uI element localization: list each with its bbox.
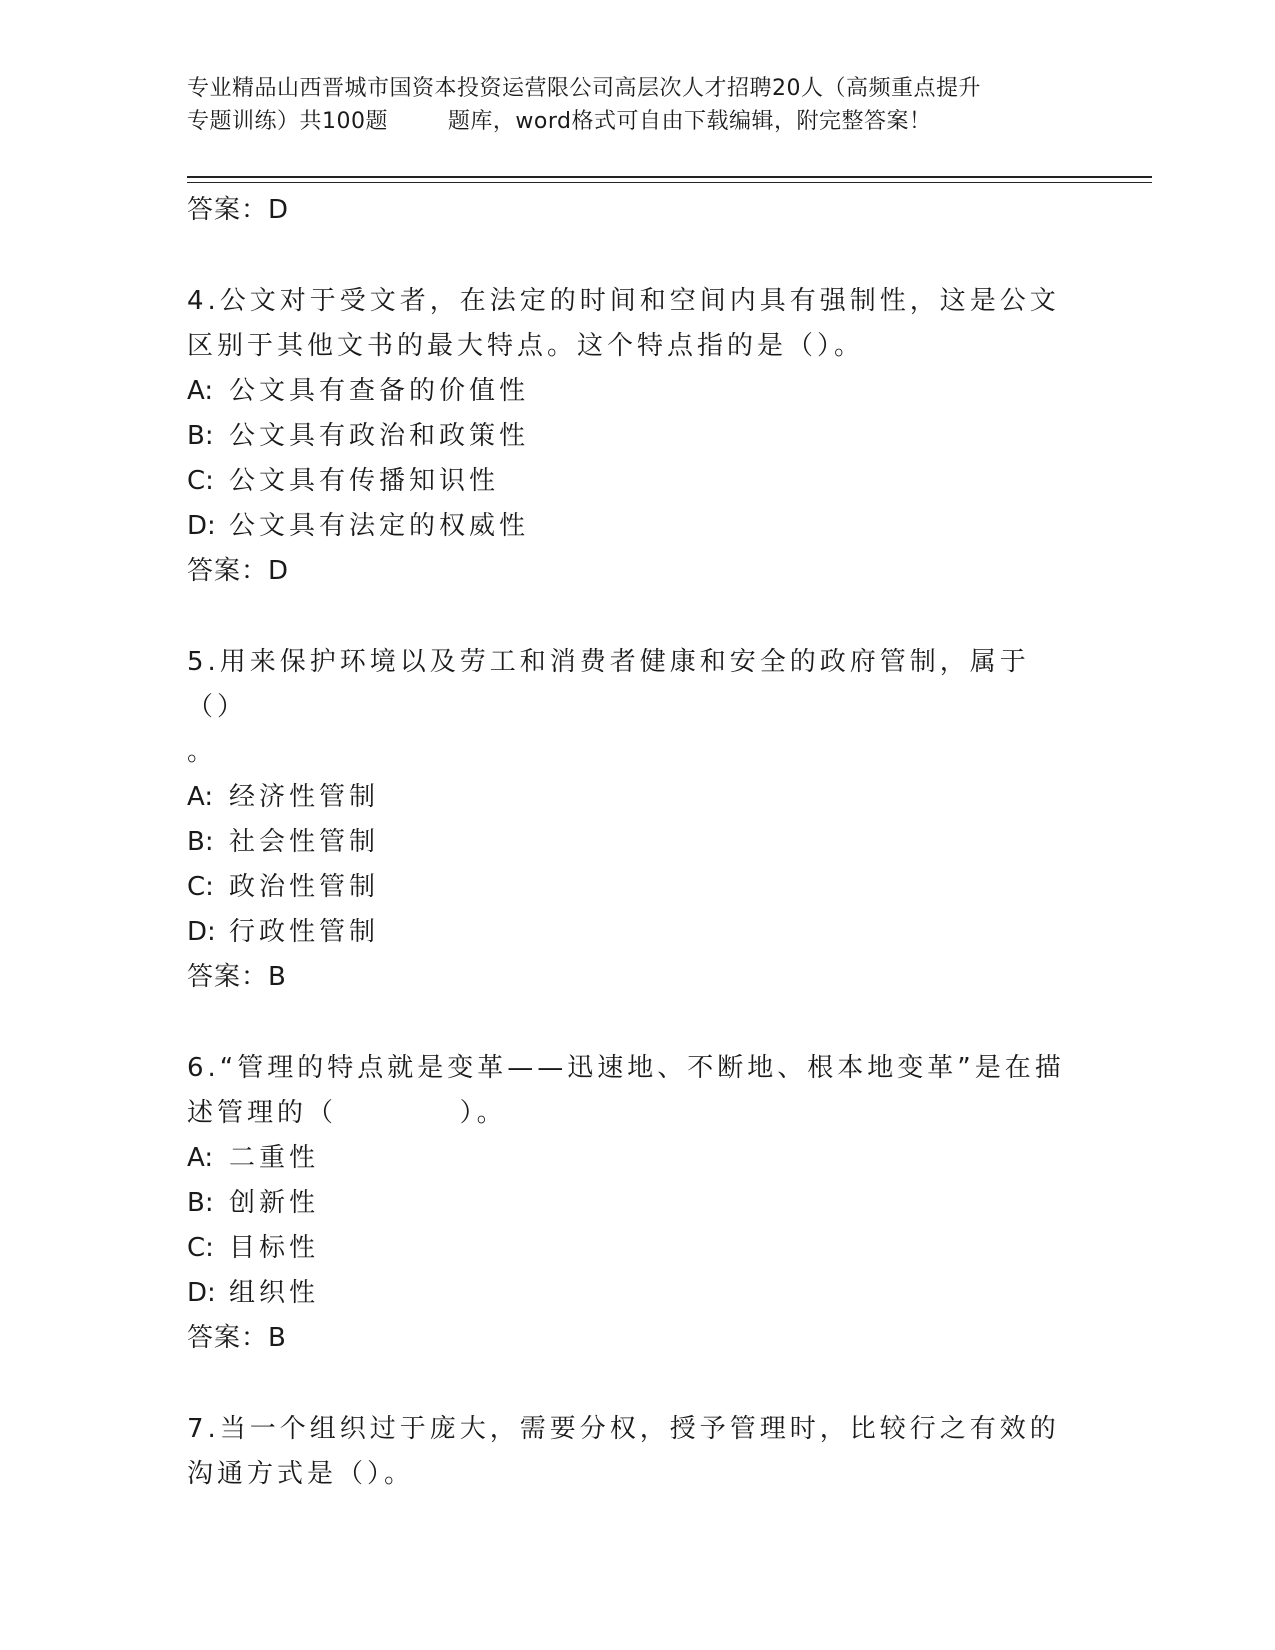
option-text: 公文具有传播知识性 xyxy=(229,466,500,496)
option-letter: A: xyxy=(187,782,214,812)
option-a xyxy=(187,1136,1067,1181)
option-c xyxy=(187,1226,1067,1271)
option-letter: D: xyxy=(187,917,216,947)
option-text: 行政性管制 xyxy=(229,917,380,947)
header-line-1: 专业精品山西晋城市国资本投资运营限公司高层次人才招聘20人（高频重点提升 xyxy=(187,76,981,101)
option-b xyxy=(187,414,1067,459)
option-text: 经济性管制 xyxy=(229,782,380,812)
question-stem: 7.当一个组织过于庞大，需要分权，授予管理时，比较行之有效的沟通方式是（）。 xyxy=(187,1414,1060,1489)
answer-line: 答案：D xyxy=(187,195,290,225)
question-7 xyxy=(187,1407,1067,1497)
option-letter: C: xyxy=(187,872,214,902)
option-letter: B: xyxy=(187,827,214,857)
option-letter: B: xyxy=(187,421,214,451)
option-a xyxy=(187,775,1067,820)
option-d xyxy=(187,504,1067,549)
answer-line: 答案：B xyxy=(187,962,287,992)
option-letter: A: xyxy=(187,1143,214,1173)
option-text: 社会性管制 xyxy=(229,827,380,857)
option-letter: C: xyxy=(187,1233,214,1263)
option-b xyxy=(187,1181,1067,1226)
option-text: 公文具有法定的权威性 xyxy=(229,511,530,541)
option-c xyxy=(187,865,1067,910)
option-text: 二重性 xyxy=(229,1143,320,1173)
question-5 xyxy=(187,640,1067,999)
option-letter: B: xyxy=(187,1188,214,1218)
option-text: 公文具有查备的价值性 xyxy=(229,376,530,406)
option-text: 目标性 xyxy=(229,1233,320,1263)
option-d xyxy=(187,1271,1067,1316)
option-b xyxy=(187,820,1067,865)
header-rule-thick xyxy=(187,176,1152,178)
option-text: 组织性 xyxy=(229,1278,320,1308)
option-text: 创新性 xyxy=(229,1188,320,1218)
option-d xyxy=(187,910,1067,955)
question-6 xyxy=(187,1046,1067,1360)
page-header xyxy=(187,72,1087,138)
answer-line: 答案：B xyxy=(187,1323,287,1353)
option-c xyxy=(187,459,1067,504)
question-stem: 4.公文对于受文者，在法定的时间和空间内具有强制性，这是公文区别于其他文书的最大特点。这个特点指的是（）。 xyxy=(187,286,1060,361)
question-4 xyxy=(187,279,1067,593)
question-stem: 5.用来保护环境以及劳工和消费者健康和安全的政府管制，属于（） 。 xyxy=(187,647,1030,767)
option-text: 政治性管制 xyxy=(229,872,380,902)
option-text: 公文具有政治和政策性 xyxy=(229,421,530,451)
question-stem: 6.“管理的特点就是变革——迅速地、不断地、根本地变革”是在描述管理的（ ）。 xyxy=(187,1053,1065,1128)
option-letter: A: xyxy=(187,376,214,406)
question-list xyxy=(187,188,1067,1497)
answer-line: 答案：D xyxy=(187,556,290,586)
option-letter: C: xyxy=(187,466,214,496)
header-line-2: 专题训练）共100题 题库，word格式可自由下载编辑，附完整答案！ xyxy=(187,109,932,134)
header-rule-thin xyxy=(187,182,1152,183)
option-letter: D: xyxy=(187,1278,216,1308)
option-letter: D: xyxy=(187,511,216,541)
option-a xyxy=(187,369,1067,414)
